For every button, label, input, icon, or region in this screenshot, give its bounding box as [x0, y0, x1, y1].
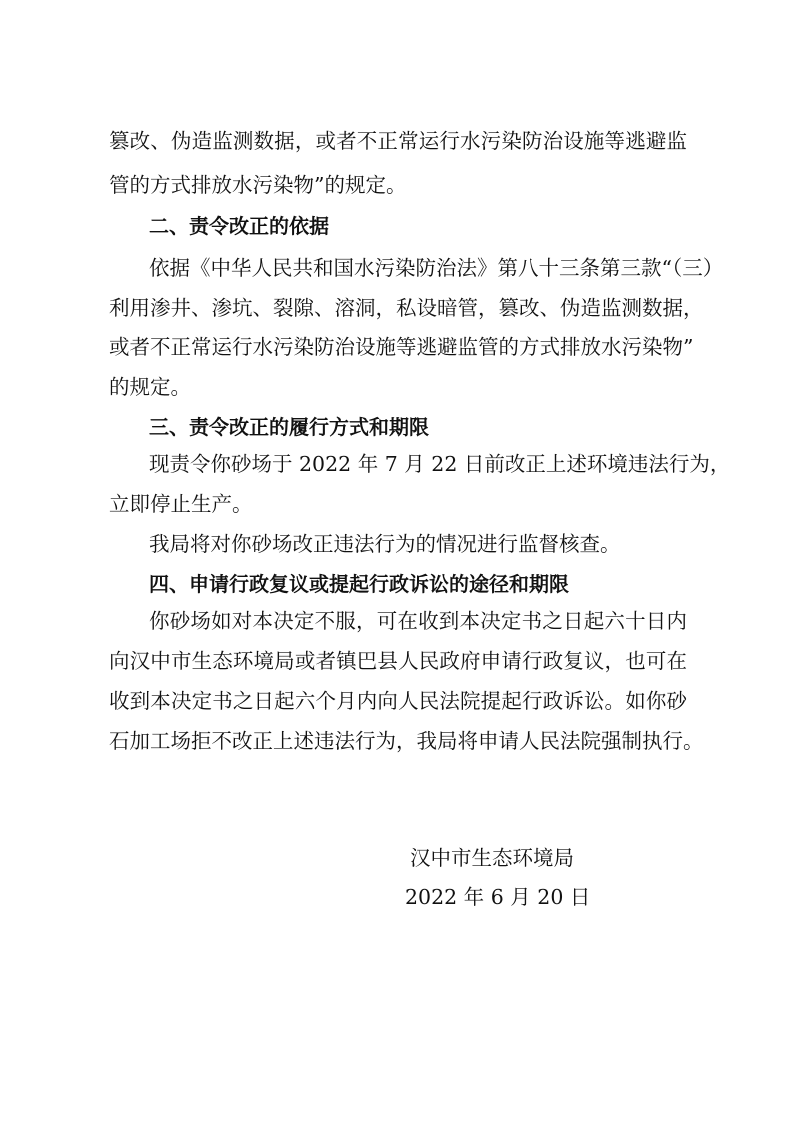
signature-date-text: 2022 年 6 月 20 日	[405, 885, 591, 909]
paragraph-line	[0, 487, 793, 521]
paragraph-line	[0, 724, 793, 758]
paragraph-text: 篡改、伪造监测数据，或者不正常运行水污染防治设施等逃避监	[109, 129, 687, 153]
paragraph-line	[0, 251, 793, 285]
paragraph-line	[0, 447, 793, 481]
paragraph-text: 利用渗井、渗坑、裂隙、溶洞，私设暗管，篡改、伪造监测数据，	[109, 296, 704, 320]
paragraph-text: 现责令你砂场于 2022 年 7 月 22 日前改正上述环境违法行为，	[149, 452, 731, 476]
paragraph-line	[0, 124, 793, 158]
paragraph-line	[0, 527, 793, 561]
paragraph-line	[0, 604, 793, 638]
section-heading-text: 四、申请行政复议或提起行政诉讼的途径和期限	[149, 572, 569, 596]
paragraph-text: 的规定。	[109, 375, 191, 399]
paragraph-text: 或者不正常运行水污染防治设施等逃避监管的方式排放水污染物”	[109, 335, 694, 359]
paragraph-text: 向汉中市生态环境局或者镇巴县人民政府申请行政复议，也可在	[109, 649, 687, 673]
signature-date	[0, 880, 793, 914]
section-heading-text: 二、责令改正的依据	[149, 214, 329, 238]
section-heading	[0, 567, 793, 601]
paragraph-text: 石加工场拒不改正上述违法行为，我局将申请人民法院强制执行。	[109, 729, 704, 753]
paragraph-text: 我局将对你砂场改正违法行为的情况进行监督核查。	[149, 532, 621, 556]
signature-org-text: 汉中市生态环境局	[410, 846, 574, 870]
section-heading	[0, 410, 793, 444]
section-heading-text: 三、责令改正的履行方式和期限	[149, 415, 429, 439]
paragraph-line	[0, 370, 793, 404]
paragraph-text: 立即停止生产。	[109, 492, 253, 516]
paragraph-text: 你砂场如对本决定不服，可在收到本决定书之日起六十日内	[149, 609, 687, 633]
paragraph-line	[0, 291, 793, 325]
section-heading	[0, 209, 793, 243]
paragraph-line	[0, 644, 793, 678]
signature-org	[0, 841, 793, 875]
paragraph-text: 依据《中华人民共和国水污染防治法》第八十三条第三款“（三）	[149, 256, 724, 280]
paragraph-text: 管的方式排放水污染物”的规定。	[109, 173, 407, 197]
paragraph-line	[0, 330, 793, 364]
paragraph-line	[0, 168, 793, 202]
paragraph-text: 收到本决定书之日起六个月内向人民法院提起行政诉讼。如你砂	[109, 689, 687, 713]
paragraph-line	[0, 684, 793, 718]
